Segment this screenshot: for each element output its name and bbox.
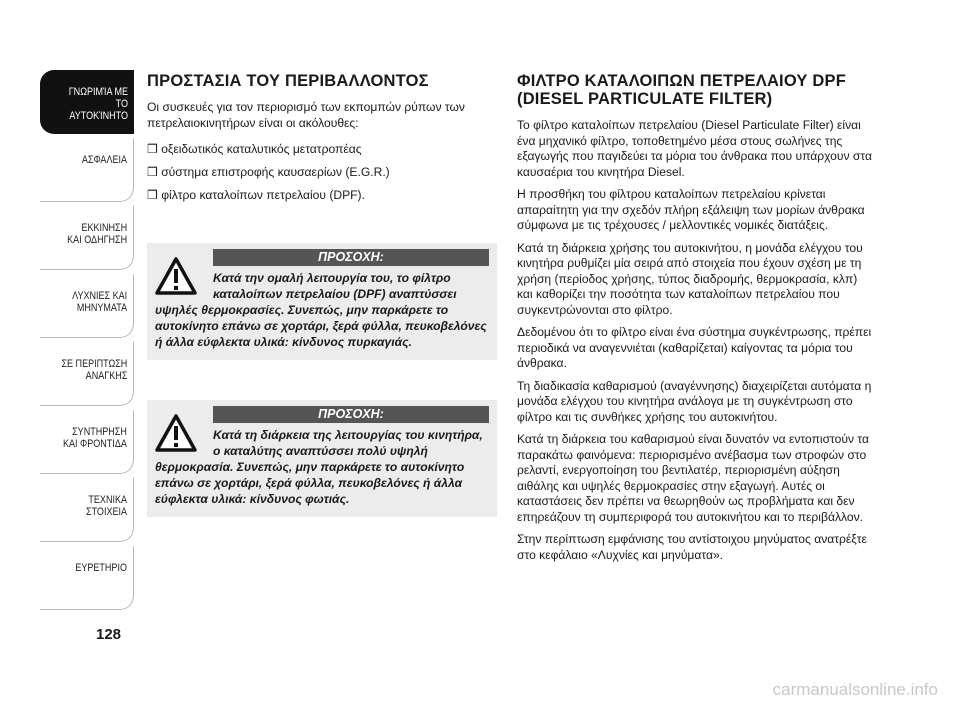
- dpf-title: ΦΙΛΤΡΟ ΚΑΤΑΛΟΙΠΩΝ ΠΕΤΡΕΛΑΙΟΥ DPF (DIESEL PARTICULATE FILTER): [517, 72, 847, 108]
- tab-technical-data[interactable]: ΤΕΧΝΙΚΑ ΣΤΟΙΧΕΙΑ: [40, 478, 134, 542]
- tab-starting-driving[interactable]: ΕΚΚΙΝΗΣΗ ΚΑΙ ΟΔΗΓΗΣΗ: [40, 206, 134, 270]
- list-item: ❒ σύστημα επιστροφής καυσαερίων (E.G.R.): [147, 161, 497, 184]
- paragraph: Το φίλτρο καταλοίπων πετρελαίου (Diesel Particulate Filter) είναι ένα μηχανικό φίλτρο, τοποθετημένο μέσα στους σωλήνες της εξαγωγής που παγιδεύει τα μόρια του άνθρακα που υπάρχουν στα καυσαέρια του κινητήρα Diesel.: [517, 118, 872, 179]
- tab-safety[interactable]: ΑΣΦΑΛΕΙΑ: [40, 138, 134, 202]
- list-item: ❒ οξειδωτικός καταλυτικός μετατροπέας: [147, 138, 497, 161]
- watermark: carmanualsonline.info: [772, 680, 938, 699]
- right-column: [517, 72, 872, 570]
- tab-getting-to-know[interactable]: ΓΝΩΡΙΜΊΑ ΜΕ ΤΟ ΑΥΤΟΚΊΝΗΤΟ: [40, 70, 134, 134]
- environment-title: ΠΡΟΣΤΑΣΙΑ ΤΟΥ ΠΕΡΙΒΑΛΛΟΝΤΟΣ: [147, 72, 429, 90]
- paragraph: Η προσθήκη του φίλτρου καταλοίπων πετρελαίου κρίνεται απαραίτητη για την σχεδόν πλήρη εξάλειψη των μορίων άνθρακα σύμφωνα με τις τρέχουσες / μελλοντικές νομικές διατάξεις.: [517, 187, 865, 232]
- warning-box-dpf: [147, 243, 497, 360]
- paragraph: Στην περίπτωση εμφάνισης του αντίστοιχου μηνύματος ανατρέξτε στο κεφάλαιο «Λυχνίες και μηνύματα».: [517, 532, 867, 562]
- warning-triangle-icon: [155, 414, 197, 452]
- left-column: [147, 72, 497, 207]
- chapter-tabs: [40, 70, 134, 614]
- tab-maintenance[interactable]: ΣΥΝΤΗΡΗΣΗ ΚΑΙ ΦΡΟΝΤΙΔΑ: [40, 410, 134, 474]
- paragraph: Κατά τη διάρκεια του καθαρισμού είναι δυνατόν να εντοπιστούν τα παρακάτω φαινόμενα: περιορισμένο ανέβασμα των στροφών στο ρελαντί, ενεργοποίηση του βεντιλατέρ, περιορισμένη αύξηση αιθάλης και υψηλές θερμοκρασίες στην εξαγωγή. Αυτές οι καταστάσεις δεν πρέπει να θεωρηθούν ως προβλήματα και δεν επηρεάζουν τη συμπεριφορά του αυτοκινήτου και το περιβάλλον.: [517, 432, 870, 524]
- tab-emergency[interactable]: ΣΕ ΠΕΡΙΠΤΩΣΗ ΑΝΑΓΚΗΣ: [40, 342, 134, 406]
- warning-text: Κατά την ομαλή λειτουργία του, το φίλτρο καταλοίπων πετρελαίου (DPF) αναπτύσσει υψηλές θερμοκρασίες. Συνεπώς, μην παρκάρετε το αυτοκίνητο επάνω σε χορτάρι, ξερά φύλλα, πευκοβελόνες ή άλλα εύφλεκτα υλικά: κίνδυνος πυρκαγιάς.: [155, 271, 487, 349]
- paragraph: Δεδομένου ότι το φίλτρο είναι ένα σύστημα συγκέντρωσης, πρέπει περιοδικά να αναγεννιέται (καθαρίζεται) καίγοντας τα μόρια του άνθρακα.: [517, 325, 872, 370]
- warning-box-catalyst: [147, 400, 497, 517]
- paragraph: Κατά τη διάρκεια χρήσης του αυτοκινήτου, η μονάδα ελέγχου του κινητήρα ρυθμίζει μία σειρά από στοιχεία που έχουν σχέση με τη χρήση (περίοδος χρήσης, τύπος διαδρομής, θερμοκρασία, κλπ) και καθορίζει την ποσότητα των καταλοίπων πετρελαίου που συγκεντρώνονται στο φίλτρο.: [517, 240, 863, 317]
- tab-warning-lights[interactable]: ΛΥΧΝΙΕΣ ΚΑΙ ΜΗΝΥΜΑΤΑ: [40, 274, 134, 338]
- tab-index[interactable]: ΕΥΡΕΤΗΡΙΟ: [40, 546, 134, 610]
- page-number: 128: [96, 626, 122, 643]
- warning-heading: ΠΡΟΣΟΧΗ:: [213, 406, 489, 423]
- warning-heading: ΠΡΟΣΟΧΗ:: [213, 249, 489, 266]
- list-item: ❒ φίλτρο καταλοίπων πετρελαίου (DPF).: [147, 184, 497, 207]
- paragraph: Τη διαδικασία καθαρισμού (αναγέννησης) διαχειρίζεται αυτόματα η μονάδα ελέγχου του κινητήρα ανάλογα με τη συγκέντρωση στο φίλτρο και τις συνθήκες χρήσης του αυτοκινήτου.: [517, 378, 872, 424]
- device-list: [147, 138, 497, 207]
- warning-text: Κατά τη διάρκεια της λειτουργίας του κινητήρα, ο καταλύτης αναπτύσσει πολύ υψηλή θερμοκρασία. Συνεπώς, μην παρκάρετε το αυτοκίνητο επάνω σε χορτάρι, ξερά φύλλα, πευκοβελόνες ή άλλα εύφλεκτα υλικά: κίνδυνος φωτιάς.: [155, 428, 483, 506]
- environment-intro: Οι συσκευές για τον περιορισμό των εκπομπών ρύπων των πετρελαιοκινητήρων είναι οι ακόλουθες:: [147, 100, 465, 130]
- warning-triangle-icon: [155, 257, 197, 295]
